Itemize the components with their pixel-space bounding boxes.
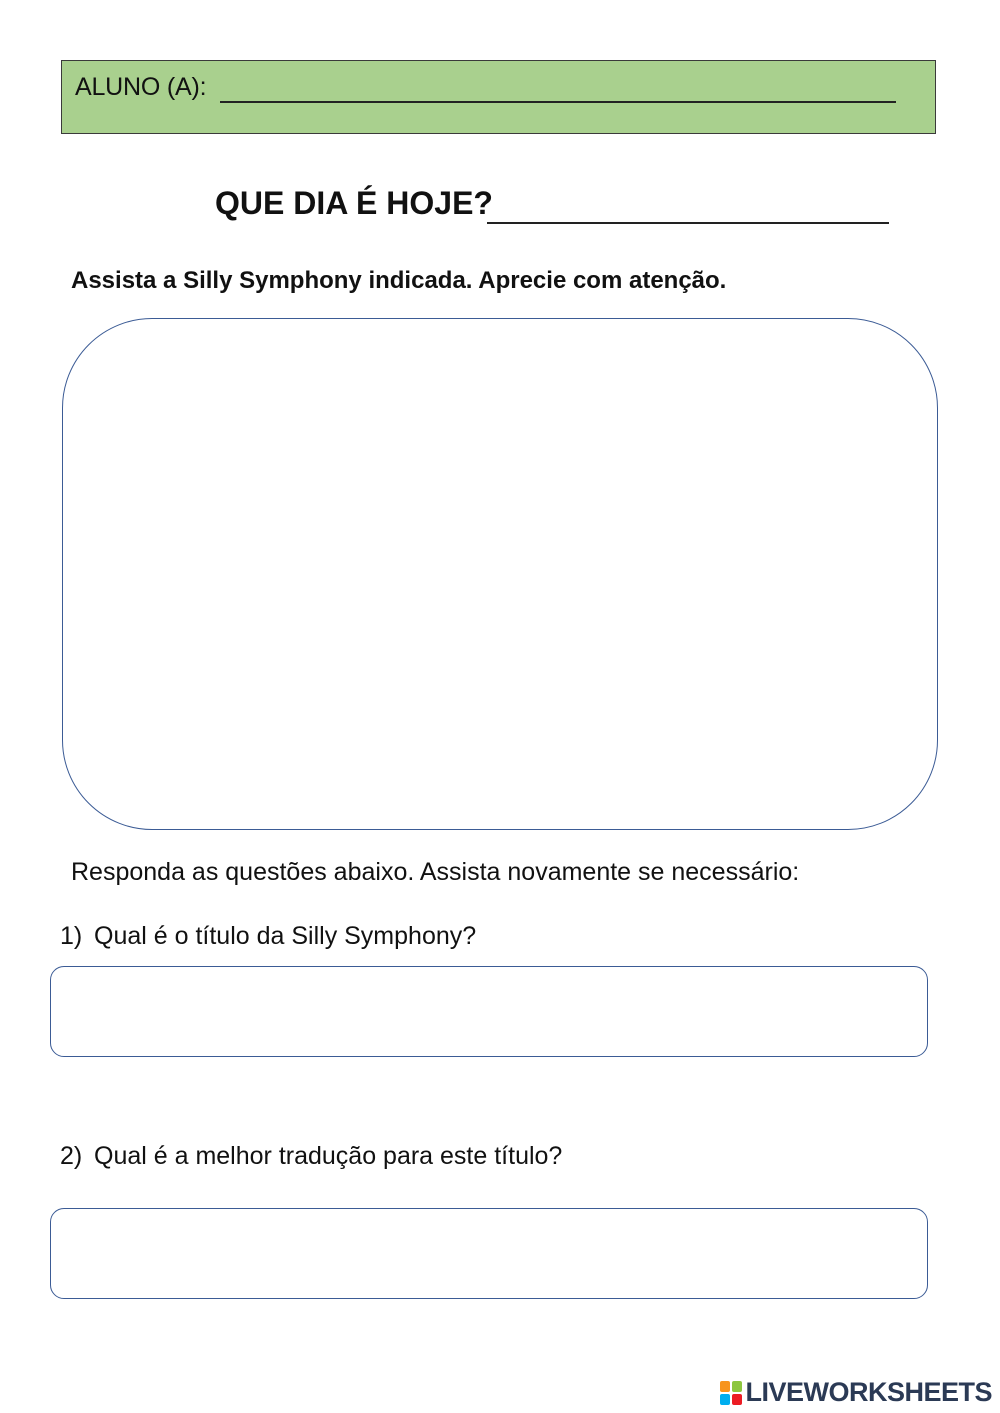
date-title: QUE DIA É HOJE? bbox=[215, 185, 493, 221]
brand-name: LIVEWORKSHEETS bbox=[745, 1377, 992, 1407]
questions-prompt: Responda as questões abaixo. Assista novamente se necessário: bbox=[71, 858, 800, 886]
logo-cell bbox=[720, 1394, 730, 1405]
logo-cell bbox=[720, 1381, 730, 1392]
question-1 bbox=[60, 922, 476, 951]
question-number: 1) bbox=[60, 922, 83, 950]
logo-cell bbox=[732, 1394, 742, 1405]
question-2 bbox=[60, 1142, 562, 1171]
question-number: 2) bbox=[60, 1142, 83, 1170]
question-text: Qual é a melhor tradução para este título? bbox=[94, 1142, 563, 1170]
student-label: ALUNO (A): bbox=[75, 73, 207, 101]
liveworksheets-logo-icon bbox=[720, 1381, 742, 1405]
date-answer-line[interactable] bbox=[487, 222, 889, 224]
instruction-text: Assista a Silly Symphony indicada. Aprecie com atenção. bbox=[71, 267, 727, 294]
logo-cell bbox=[732, 1381, 742, 1392]
brand-footer bbox=[720, 1377, 992, 1408]
student-name-line[interactable] bbox=[220, 101, 896, 103]
answer-box-1[interactable] bbox=[50, 966, 928, 1057]
video-frame[interactable] bbox=[62, 318, 938, 830]
question-text: Qual é o título da Silly Symphony? bbox=[94, 922, 477, 950]
student-name-box bbox=[61, 60, 936, 134]
answer-box-2[interactable] bbox=[50, 1208, 928, 1299]
